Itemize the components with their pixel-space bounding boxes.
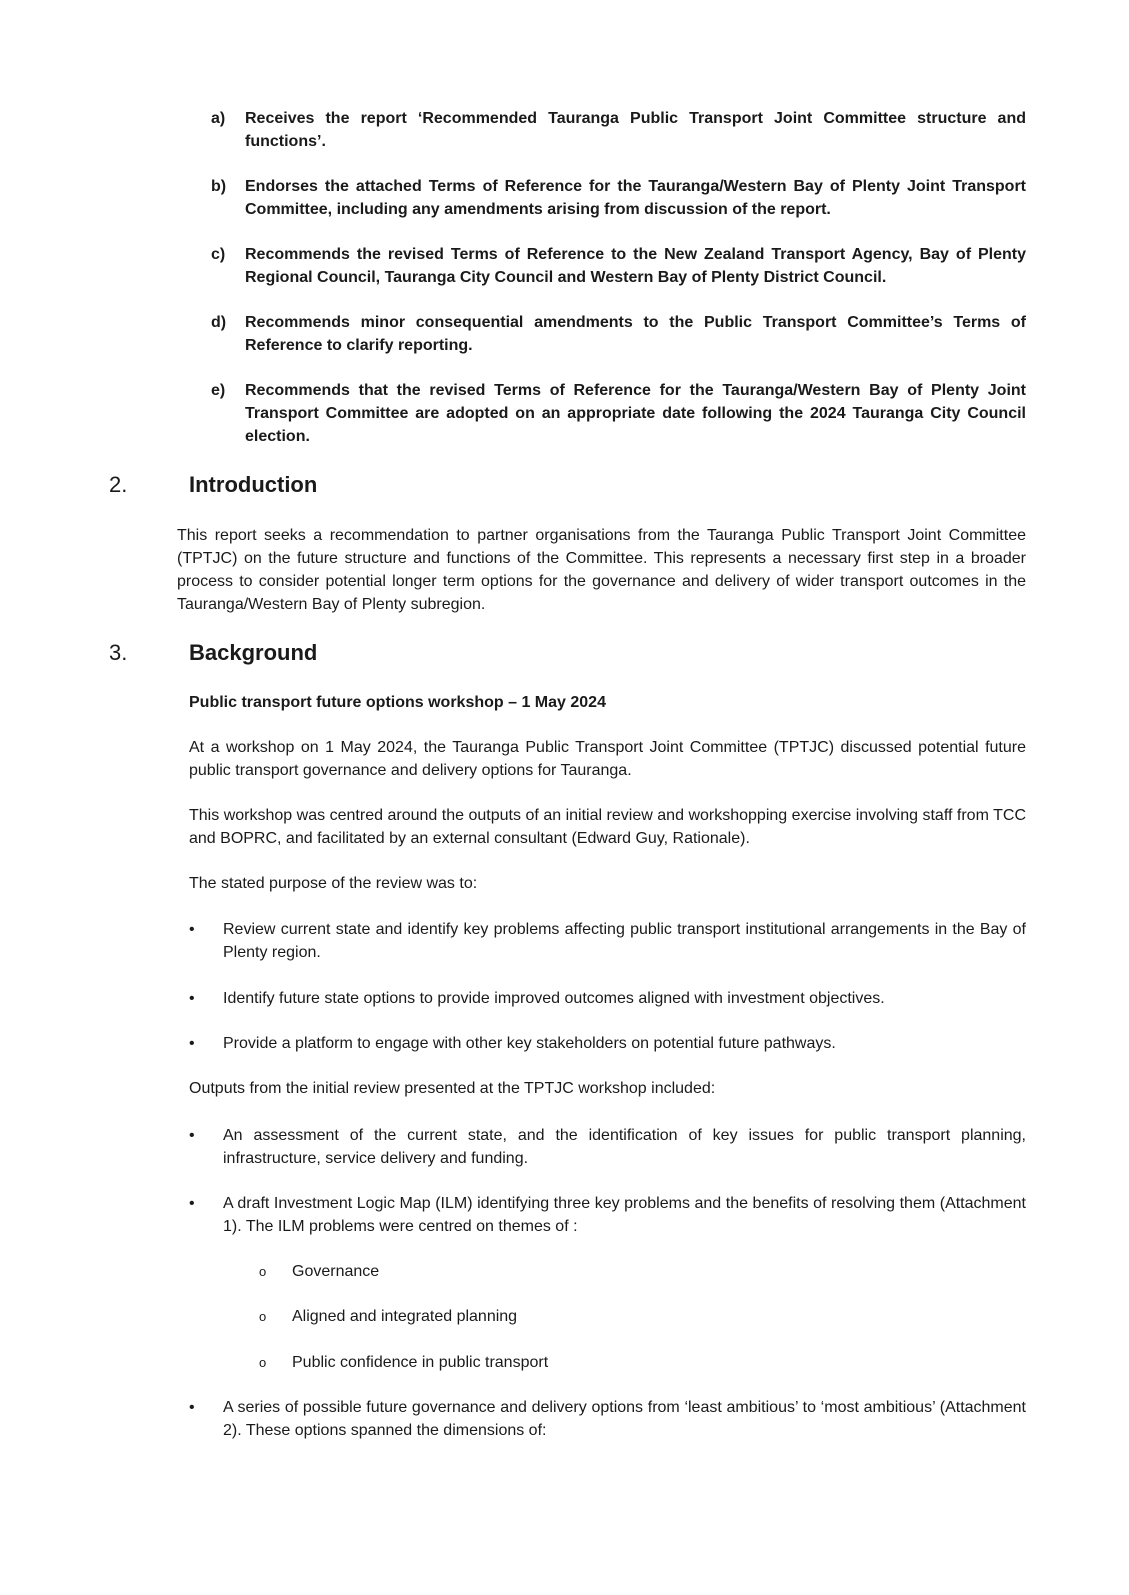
sub-list-item (259, 1305, 959, 1328)
recommendation-e (211, 379, 1026, 448)
subheading-workshop: Public transport future options workshop – 1 May 2024 (189, 694, 606, 711)
background-paragraph: This workshop was centred around the outputs of an initial review and workshopping exercise involving staff from TCC and BOPRC, and facilitated by an external consultant (Edward Guy, Rationale). (189, 807, 1026, 847)
section-number: 3. (109, 640, 128, 665)
bullet-icon: • (189, 1195, 195, 1212)
list-item (189, 1192, 1026, 1238)
recommendation-text: Recommends the revised Terms of Reference to the New Zealand Transport Agency, Bay of Plenty Regional Council, Tauranga City Council and Western Bay of Plenty District Council. (245, 246, 1026, 286)
section-heading-background: Background (189, 640, 318, 665)
bullet-icon: • (189, 990, 195, 1007)
recommendation-d (211, 311, 1026, 357)
list-item-text: A series of possible future governance and delivery options from ‘least ambitious’ to ‘most ambitious’ (Attachment 2). These options spanned the dimensions of: (223, 1399, 1026, 1439)
sub-list-item-text: Governance (292, 1263, 380, 1280)
recommendation-text: Receives the report ‘Recommended Tauranga Public Transport Joint Committee structure and functions’. (245, 110, 1026, 150)
recommendation-label: d) (211, 314, 227, 331)
section-heading-introduction: Introduction (189, 472, 318, 497)
sub-list-item-text: Public confidence in public transport (292, 1354, 549, 1371)
recommendation-label: a) (211, 110, 226, 127)
list-item-text: Provide a platform to engage with other key stakeholders on potential future pathways. (223, 1035, 836, 1052)
list-item-text: An assessment of the current state, and the identification of key issues for public transport planning, infrastructure, service delivery and funding. (223, 1127, 1026, 1167)
recommendation-label: b) (211, 178, 227, 195)
bullet-icon: • (189, 1035, 195, 1052)
introduction-paragraph: This report seeks a recommendation to partner organisations from the Tauranga Public Transport Joint Committee (TPTJC) on the future structure and functions of the Committee. This represents a necessary first step in a broader process to consider potential longer term options for the governance and delivery of wider transport outcomes in the Tauranga/Western Bay of Plenty subregion. (177, 527, 1026, 613)
recommendation-label: c) (211, 246, 226, 263)
background-paragraph: Outputs from the initial review presented at the TPTJC workshop included: (189, 1080, 716, 1097)
sub-list-item (259, 1351, 959, 1374)
background-paragraph: At a workshop on 1 May 2024, the Tauranga Public Transport Joint Committee (TPTJC) discussed potential future public transport governance and delivery options for Tauranga. (189, 739, 1026, 779)
recommendation-text: Endorses the attached Terms of Reference for the Tauranga/Western Bay of Plenty Joint Transport Committee, including any amendments arising from discussion of the report. (245, 178, 1026, 218)
recommendation-a (211, 107, 1026, 153)
list-item (189, 918, 1026, 964)
circle-bullet-icon: o (259, 1264, 267, 1279)
background-paragraph: The stated purpose of the review was to: (189, 875, 478, 892)
list-item (189, 1032, 1026, 1055)
recommendation-text: Recommends that the revised Terms of Reference for the Tauranga/Western Bay of Plenty Joint Transport Committee are adopted on an appropriate date following the 2024 Tauranga City Council election. (245, 382, 1026, 445)
section-number: 2. (109, 472, 128, 497)
list-item-text: A draft Investment Logic Map (ILM) identifying three key problems and the benefits of resolving them (Attachment 1). The ILM problems were centred on themes of : (223, 1195, 1026, 1235)
list-item-text: Review current state and identify key problems affecting public transport institutional arrangements in the Bay of Plenty region. (223, 921, 1026, 961)
circle-bullet-icon: o (259, 1355, 267, 1370)
bullet-icon: • (189, 1127, 195, 1144)
list-item-text: Identify future state options to provide improved outcomes aligned with investment objectives. (223, 990, 885, 1007)
list-item (189, 987, 1026, 1010)
circle-bullet-icon: o (259, 1309, 267, 1324)
bullet-icon: • (189, 1399, 195, 1416)
bullet-icon: • (189, 921, 195, 938)
recommendation-b (211, 175, 1026, 221)
sub-list-item-text: Aligned and integrated planning (292, 1308, 518, 1325)
list-item (189, 1396, 1026, 1442)
recommendation-text: Recommends minor consequential amendments to the Public Transport Committee’s Terms of Reference to clarify reporting. (245, 314, 1026, 354)
sub-list-item (259, 1260, 959, 1283)
recommendation-c (211, 243, 1026, 289)
list-item (189, 1124, 1026, 1170)
recommendation-label: e) (211, 382, 226, 399)
